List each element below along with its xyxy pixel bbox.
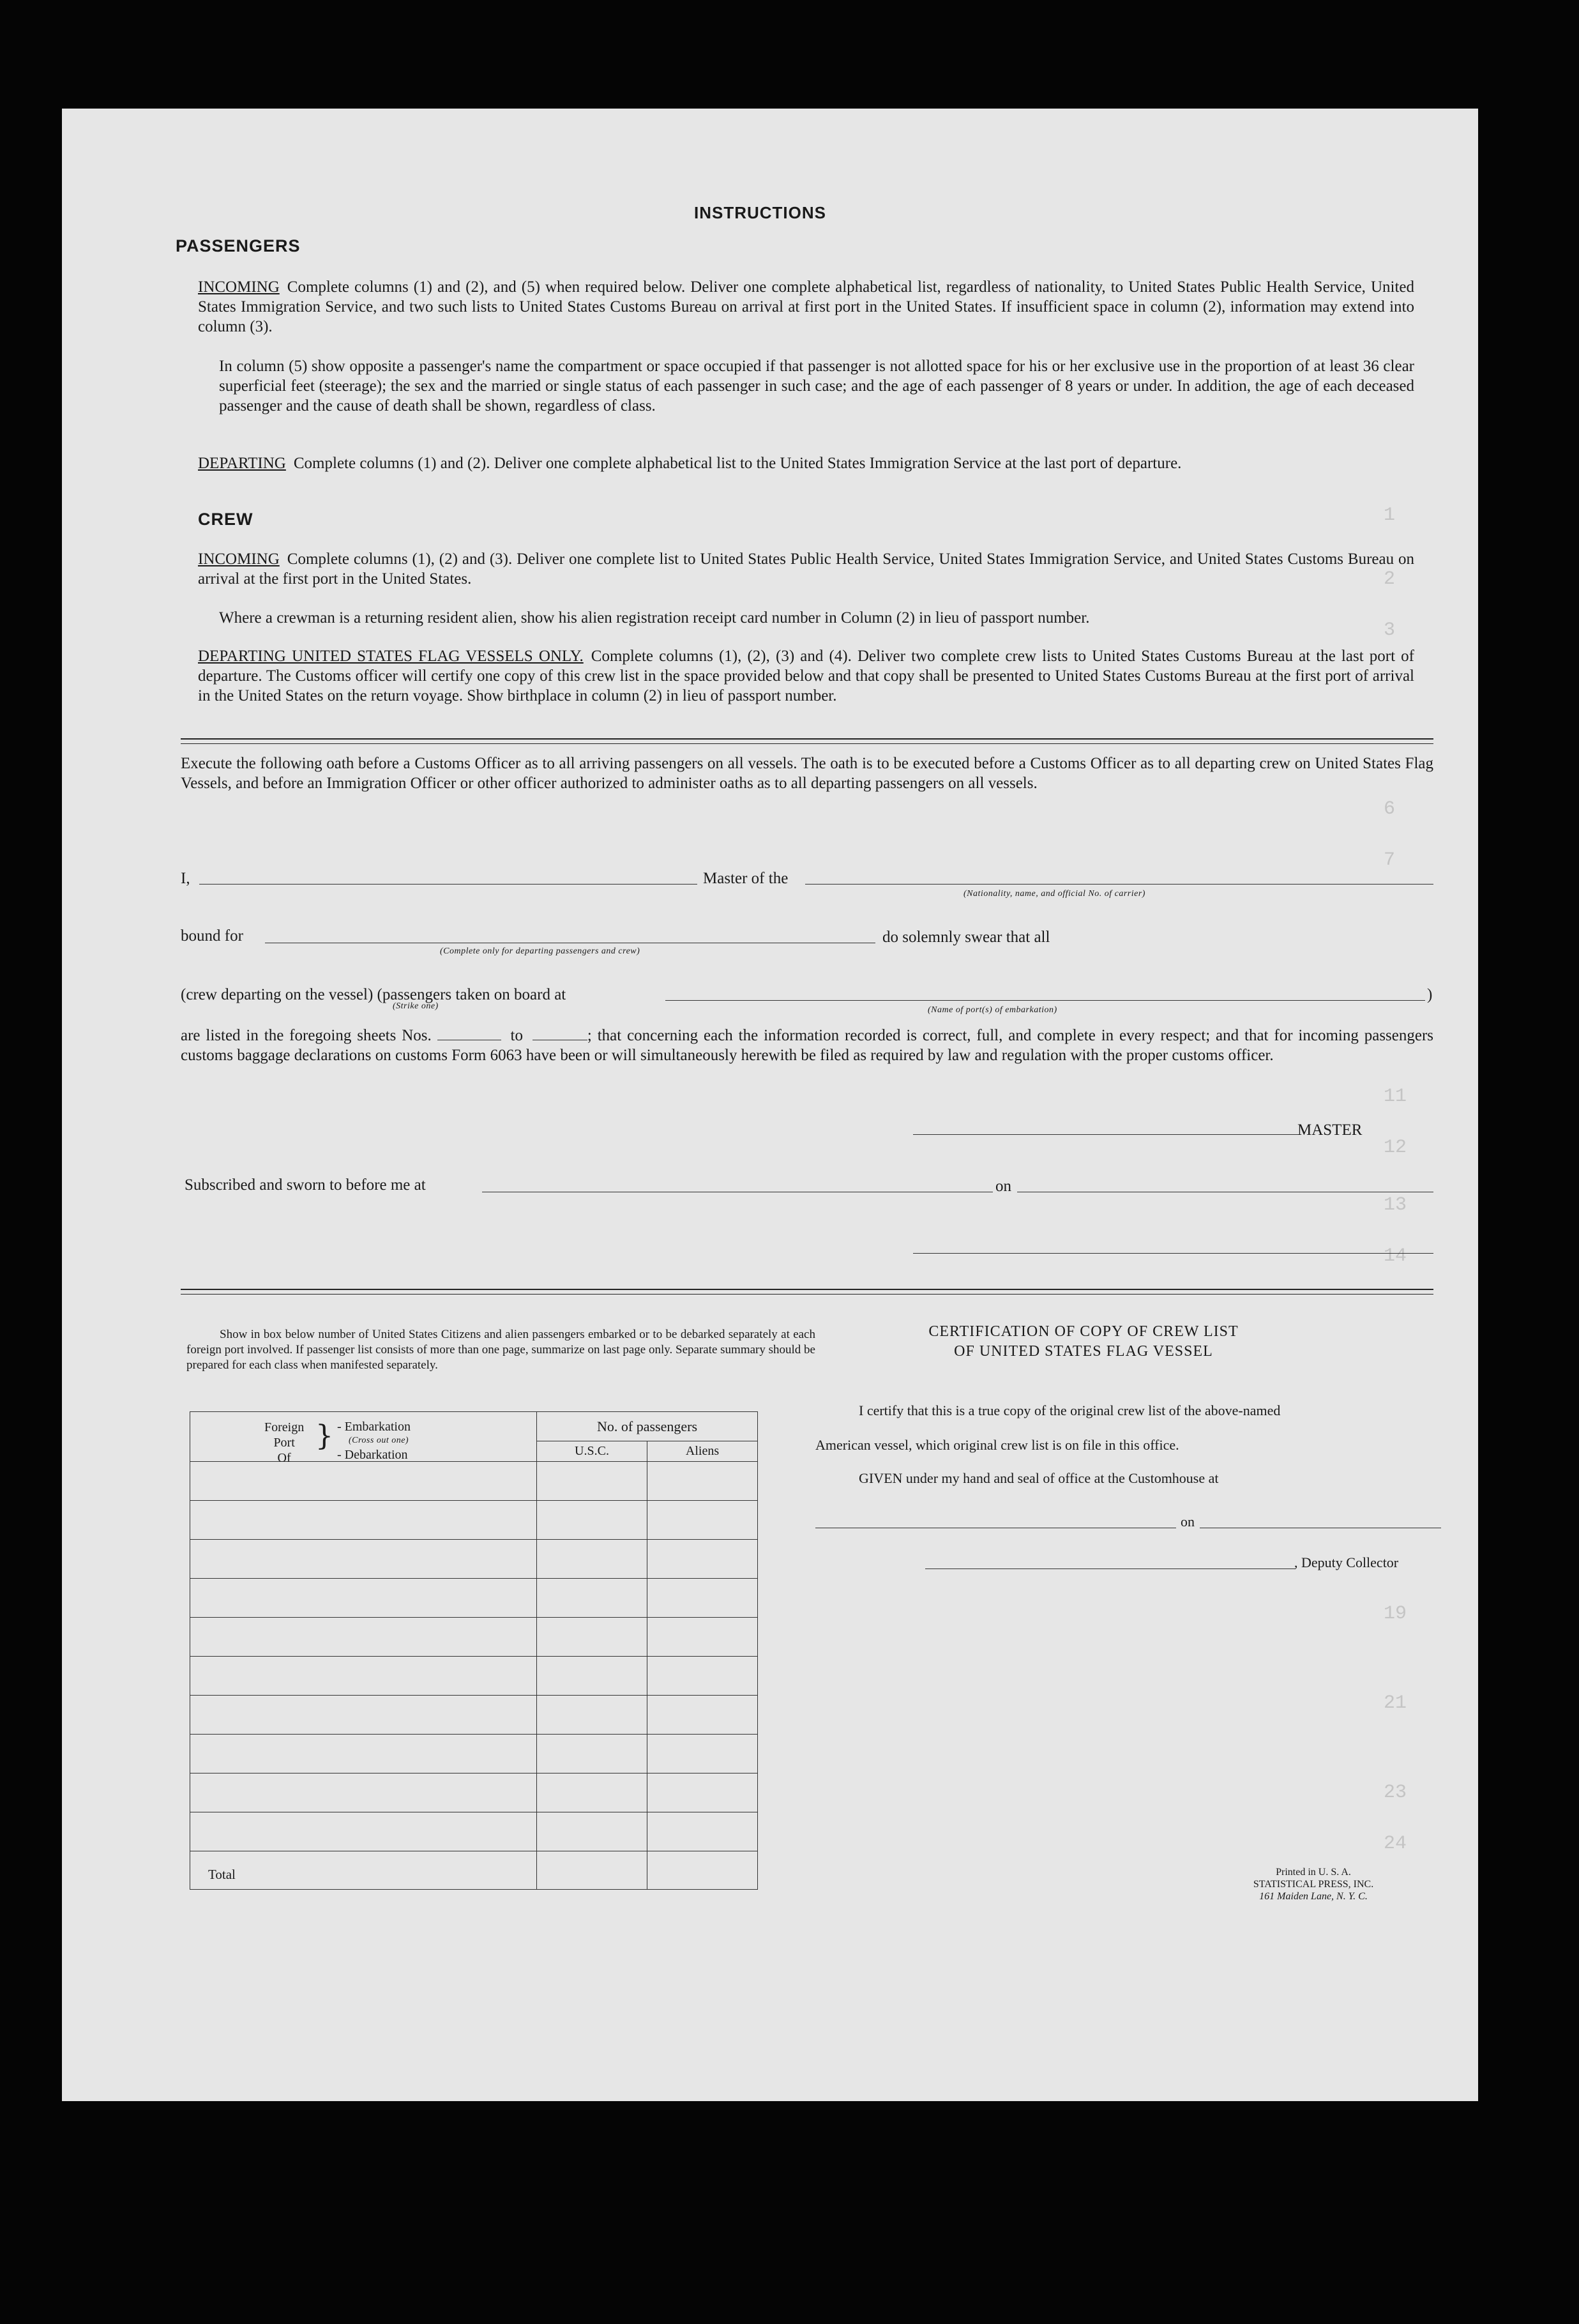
summary-instructions: Show in box below number of United States Citizens and alien passengers embarked or to be debarked separately at each foreign port involved. If passenger list consists of more than one page, summarize on last page only. Separate summary should be prepared for each class when manifested separately. [186, 1328, 815, 1372]
port-cell[interactable] [190, 1501, 537, 1540]
deputy-collector-label: , Deputy Collector [1294, 1554, 1399, 1570]
usc-cell[interactable] [537, 1657, 647, 1696]
no-passengers-header: No. of passengers [537, 1412, 758, 1441]
brace-icon: } [315, 1420, 333, 1452]
aliens-cell[interactable] [647, 1696, 758, 1735]
crew-resident-paragraph: Where a crewman is a returning resident alien, show his alien registration receipt card number in Column (2) in lieu of passport number. [219, 609, 1090, 627]
table-row [190, 1618, 758, 1657]
listed-to: to [510, 1027, 523, 1044]
usc-cell[interactable] [537, 1696, 647, 1735]
subscribed-label: Subscribed and sworn to before me at [185, 1176, 426, 1194]
certify-line-b: American vessel, which original crew list is on file in this office. [815, 1437, 1179, 1453]
carrier-caption: (Nationality, name, and official No. of carrier) [963, 889, 1145, 899]
bleed-through-mark: 3 [1384, 619, 1396, 641]
carrier-field[interactable] [805, 884, 1433, 885]
port-header-cell [190, 1412, 537, 1465]
oath-i-label: I, [181, 870, 190, 887]
of-label: Of [277, 1451, 291, 1465]
bound-for-label: bound for [181, 927, 243, 945]
page-title: INSTRUCTIONS [694, 203, 826, 222]
bleed-through-mark: 6 [1384, 798, 1396, 820]
crew-departing-paragraph [198, 646, 1414, 706]
sheet-to-field[interactable] [533, 1028, 587, 1040]
aliens-header: Aliens [647, 1441, 758, 1462]
oath-intro: Execute the following oath before a Customs Officer as to all arriving passengers on all vessels. The oath is to be executed before a Customs Officer as to all departing crew on United States Flag Vessels, and before an Immigration Officer or other officer authorized to administer oaths as to all departing passengers on all vessels. [181, 755, 1433, 792]
bleed-through-mark: 24 [1384, 1833, 1407, 1855]
usc-cell[interactable] [537, 1540, 647, 1579]
aliens-cell[interactable] [647, 1462, 758, 1501]
usc-header: U.S.C. [537, 1441, 647, 1462]
crew-incoming-paragraph [198, 549, 1414, 589]
table-row [190, 1773, 758, 1812]
aliens-cell[interactable] [647, 1773, 758, 1812]
table-row [190, 1812, 758, 1851]
bleed-through-mark: 11 [1384, 1086, 1407, 1107]
port-cell[interactable] [190, 1696, 537, 1735]
port-cell[interactable] [190, 1579, 537, 1618]
sheet-from-field[interactable] [437, 1028, 501, 1040]
table-row [190, 1501, 758, 1540]
sworn-on-label: on [995, 1178, 1011, 1195]
listed-text-b: ; that concerning each the information recorded is correct, full, and complete in every respect; and that for incoming passengers customs baggage declarations on customs Form 6063 have been or will simultaneously herewith be filed as required by law and regulation with the proper customs officer. [181, 1027, 1434, 1064]
bleed-through-mark: 12 [1384, 1137, 1407, 1158]
embarkation-port-field[interactable] [665, 1000, 1425, 1001]
bleed-through-mark: 1 [1384, 505, 1396, 526]
debarkation-label: - Debarkation [337, 1448, 408, 1462]
crew-departing-text: (crew departing on the vessel) (passengers taken on board at [181, 986, 566, 1003]
aliens-cell[interactable] [647, 1618, 758, 1657]
divider-rule [181, 1294, 1433, 1295]
swear-text: do solemnly swear that all [882, 929, 1050, 946]
table-row [190, 1657, 758, 1696]
total-label: Total [190, 1851, 537, 1890]
embarkation-caption: (Name of port(s) of embarkation) [928, 1005, 1057, 1015]
master-name-field[interactable] [199, 884, 697, 885]
crew-incoming-label: INCOMING [198, 551, 280, 568]
cert-on-label: on [1181, 1514, 1195, 1530]
passengers-departing-paragraph [198, 453, 1414, 473]
certification-title-line1: CERTIFICATION OF COPY OF CREW LIST [928, 1323, 1239, 1340]
table-row [190, 1540, 758, 1579]
aliens-cell[interactable] [647, 1735, 758, 1773]
port-cell[interactable] [190, 1735, 537, 1773]
table-row [190, 1696, 758, 1735]
master-signature-field[interactable] [913, 1134, 1300, 1135]
port-cell[interactable] [190, 1540, 537, 1579]
usc-cell[interactable] [537, 1735, 647, 1773]
port-cell[interactable] [190, 1618, 537, 1657]
embarkation-label: - Embarkation [337, 1420, 411, 1434]
listed-text-a: are listed in the foregoing sheets Nos. [181, 1027, 432, 1044]
table-row [190, 1735, 758, 1773]
aliens-cell[interactable] [647, 1579, 758, 1618]
usc-cell[interactable] [537, 1579, 647, 1618]
divider-rule [181, 1289, 1433, 1290]
printer-line3: 161 Maiden Lane, N. Y. C. [1259, 1891, 1368, 1902]
aliens-total-cell[interactable] [647, 1851, 758, 1890]
aliens-cell[interactable] [647, 1540, 758, 1579]
bleed-through-mark: 23 [1384, 1782, 1407, 1804]
aliens-cell[interactable] [647, 1501, 758, 1540]
port-cell[interactable] [190, 1657, 537, 1696]
strike-one-caption: (Strike one) [393, 1001, 439, 1011]
deputy-signature-field[interactable] [925, 1568, 1296, 1569]
usc-cell[interactable] [537, 1618, 647, 1657]
port-label: Port [273, 1436, 295, 1450]
crew-heading: CREW [198, 510, 253, 529]
crew-departing-label: DEPARTING UNITED STATES FLAG VESSELS ONLY. [198, 648, 584, 665]
passengers-departing-label: DEPARTING [198, 455, 286, 472]
passengers-incoming-text: Complete columns (1) and (2), and (5) when required below. Deliver one complete alphabetical list, regardless of nationality, to United States Public Health Service, United States Immigration Service, and two such lists to United States Customs Bureau on arrival at first port in the United States. If insufficient space in column (2), information may extend into column (3). [198, 278, 1414, 335]
port-cell[interactable] [190, 1812, 537, 1851]
given-text: GIVEN under my hand and seal of office at the Customhouse at [859, 1470, 1219, 1486]
usc-cell[interactable] [537, 1462, 647, 1501]
passengers-column5-paragraph: In column (5) show opposite a passenger's name the compartment or space occupied if that passenger is not allotted space for his or her exclusive use in the proportion of at least 36 clear superficial feet (steerage); the sex and the married or single status of each passenger in such case; and the age of each passenger of 8 years or under. In addition, the age of each deceased passenger and the cause of death shall be shown, regardless of class. [219, 358, 1414, 414]
aliens-cell[interactable] [647, 1812, 758, 1851]
bound-for-caption: (Complete only for departing passengers and crew) [440, 946, 640, 956]
master-label: MASTER [1297, 1121, 1363, 1139]
port-cell[interactable] [190, 1773, 537, 1812]
printer-line2: STATISTICAL PRESS, INC. [1253, 1879, 1374, 1890]
crew-departing-text: Complete columns (1), (2), (3) and (4). Deliver two complete crew lists to United States Customs Bureau at the last port of departure. The Customs officer will certify one copy of this crew list in the space provided below and that copy shall be presented to United States Customs Bureau at the first port of arrival in the United States on the return voyage. Show birthplace in column (2) in lieu of passport number. [198, 648, 1414, 704]
port-cell[interactable] [190, 1462, 537, 1501]
table-row [190, 1462, 758, 1501]
usc-cell[interactable] [537, 1501, 647, 1540]
bleed-through-mark: 14 [1384, 1245, 1407, 1267]
passengers-incoming-paragraph [198, 277, 1414, 337]
printer-line1: Printed in U. S. A. [1276, 1867, 1351, 1878]
usc-cell[interactable] [537, 1773, 647, 1812]
close-paren: ) [1427, 986, 1433, 1003]
divider-rule [181, 743, 1433, 744]
form-page [62, 109, 1478, 2101]
officer-signature-field[interactable] [913, 1253, 1433, 1254]
bleed-through-mark: 19 [1384, 1603, 1407, 1625]
certify-line-a: I certify that this is a true copy of the original crew list of the above-named [859, 1402, 1281, 1418]
aliens-cell[interactable] [647, 1657, 758, 1696]
foreign-label: Foreign [264, 1420, 305, 1434]
usc-cell[interactable] [537, 1812, 647, 1851]
printer-imprint [1198, 1866, 1428, 1902]
bleed-through-mark: 13 [1384, 1194, 1407, 1216]
passengers-incoming-label: INCOMING [198, 278, 280, 296]
certification-title [918, 1322, 1250, 1362]
listed-paragraph [181, 1026, 1433, 1065]
master-of-label: Master of the [703, 870, 789, 887]
certification-title-line2: OF UNITED STATES FLAG VESSEL [954, 1343, 1213, 1360]
table-row [190, 1579, 758, 1618]
passenger-summary-table [190, 1411, 758, 1890]
divider-rule [181, 738, 1433, 740]
passengers-heading: PASSENGERS [176, 236, 301, 255]
passengers-departing-text: Complete columns (1) and (2). Deliver one complete alphabetical list to the United States Immigration Service at the last port of departure. [293, 455, 1182, 472]
usc-total-cell[interactable] [537, 1851, 647, 1890]
crew-incoming-text: Complete columns (1), (2) and (3). Deliver one complete list to United States Public Health Service, United States Immigration Service, and United States Customs Bureau on arrival at the first port in the United States. [198, 551, 1414, 588]
bleed-through-mark: 7 [1384, 849, 1396, 871]
bleed-through-mark: 2 [1384, 568, 1396, 590]
total-row [190, 1851, 758, 1890]
bleed-through-mark: 21 [1384, 1692, 1407, 1714]
cross-out-caption: (Cross out one) [349, 1436, 409, 1445]
